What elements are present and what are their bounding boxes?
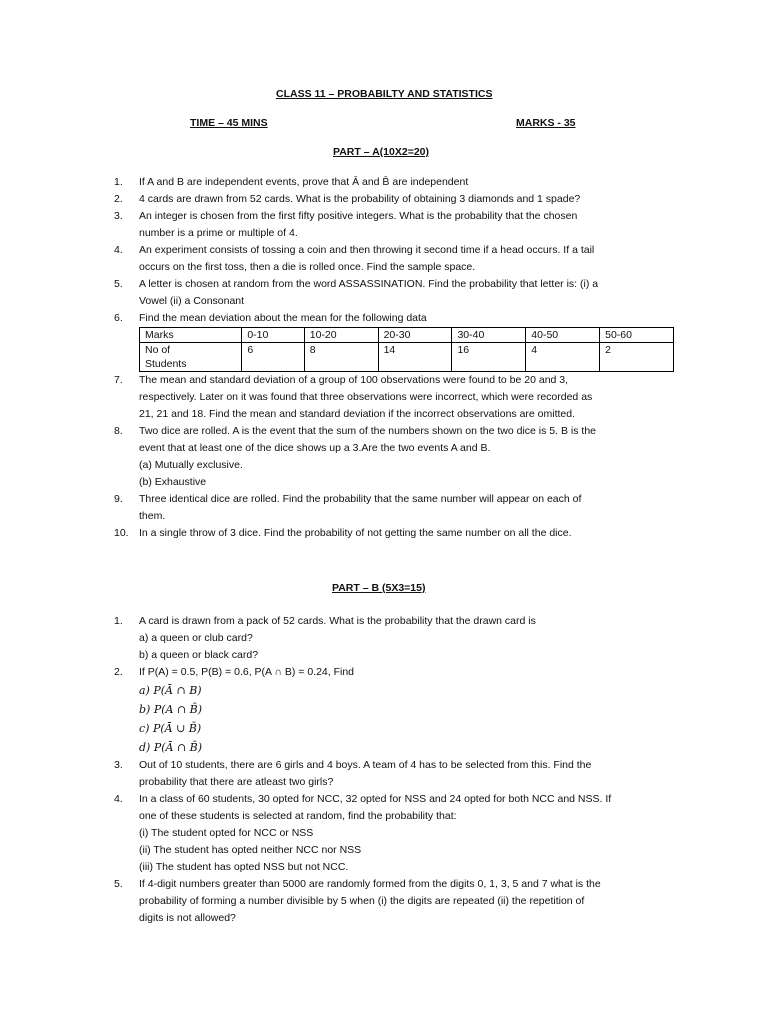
table-cell: 2 (600, 343, 674, 372)
question-number: 5. (114, 278, 123, 290)
question-number: 2. (114, 666, 123, 678)
part-b-questions (114, 613, 674, 927)
question-item (114, 372, 674, 423)
question-line: (i) The student opted for NCC or NSS (139, 827, 314, 839)
question-number: 8. (114, 425, 123, 437)
question-line: Vowel (ii) a Consonant (139, 295, 245, 307)
question-line: Out of 10 students, there are 6 girls and 4 boys. A team of 4 has to be selected from this. Find the (139, 759, 592, 771)
question-number: 4. (114, 244, 123, 256)
question-line: respectively. Later on it was found that three observations were incorrect, which were recorded as (139, 391, 593, 403)
question-line: In a class of 60 students, 30 opted for NCC, 32 opted for NSS and 24 opted for both NCC and NSS. If (139, 793, 612, 805)
question-line: d) P(Ā ∩ B̄) (139, 741, 203, 754)
question-item (114, 525, 674, 542)
question-number: 9. (114, 493, 123, 505)
question-line: If P(A) = 0.5, P(B) = 0.6, P(A ∩ B) = 0.24, Find (139, 666, 355, 678)
question-line: digits is not allowed? (139, 912, 236, 924)
question-line: b) a queen or black card? (139, 649, 259, 661)
question-number: 6. (114, 312, 123, 324)
question-line: (a) Mutually exclusive. (139, 459, 243, 471)
question-item (114, 423, 674, 491)
table-row (140, 343, 674, 372)
part-b-heading: PART – B (5X3=15) (332, 582, 426, 594)
question-line: 21, 21 and 18. Find the mean and standard deviation if the incorrect observations are omitted. (139, 408, 576, 420)
question-line: Three identical dice are rolled. Find the probability that the same number will appear on each of (139, 493, 582, 505)
question-number: 3. (114, 210, 123, 222)
question-item (114, 791, 674, 876)
table-cell: 10-20 (304, 328, 378, 343)
question-number: 1. (114, 615, 123, 627)
exam-title: CLASS 11 – PROBABILTY AND STATISTICS (276, 88, 493, 100)
question-item (114, 276, 674, 310)
question-line: Find the mean deviation about the mean for the following data (139, 312, 427, 324)
question-item (114, 208, 674, 242)
row-label-line: No of (145, 344, 171, 356)
question-item (114, 876, 674, 927)
question-item (114, 310, 674, 372)
marks-distribution-table (139, 327, 674, 372)
question-item (114, 174, 674, 191)
question-number: 10. (114, 527, 129, 539)
question-line: b) P(A ∩ B̄) (139, 703, 203, 716)
question-number: 2. (114, 193, 123, 205)
part-a-questions (114, 174, 674, 542)
question-line: c) P(Ā ∪ B̄) (139, 722, 202, 735)
question-line: (ii) The student has opted neither NCC nor NSS (139, 844, 362, 856)
question-item (114, 613, 674, 664)
question-line: A card is drawn from a pack of 52 cards. What is the probability that the drawn card is (139, 615, 536, 627)
question-number: 4. (114, 793, 123, 805)
table-cell: 6 (242, 343, 304, 372)
question-line: probability that there are atleast two girls? (139, 776, 334, 788)
question-line: a) P(Ā ∩ B) (139, 684, 202, 697)
question-line: number is a prime or multiple of 4. (139, 227, 298, 239)
table-cell: Marks (140, 328, 242, 343)
table-cell: 50-60 (600, 328, 674, 343)
time-label: TIME – 45 MINS (190, 117, 268, 129)
question-line: 4 cards are drawn from 52 cards. What is the probability of obtaining 3 diamonds and 1 spade? (139, 193, 581, 205)
question-line: probability of forming a number divisible by 5 when (i) the digits are repeated (ii) the repetition of (139, 895, 585, 907)
table-cell: 30-40 (452, 328, 526, 343)
table-cell: 20-30 (378, 328, 452, 343)
question-item (114, 191, 674, 208)
question-number: 3. (114, 759, 123, 771)
question-line: A letter is chosen at random from the word ASSASSINATION. Find the probability that letter is: (i) a (139, 278, 599, 290)
question-line: Two dice are rolled. A is the event that the sum of the numbers shown on the two dice is 5. B is the (139, 425, 597, 437)
table-cell: 16 (452, 343, 526, 372)
question-number: 5. (114, 878, 123, 890)
marks-label: MARKS - 35 (516, 117, 576, 129)
table-cell: 0-10 (242, 328, 304, 343)
row-label-line: Students (145, 358, 187, 370)
question-line: event that at least one of the dice shows up a 3.Are the two events A and B. (139, 442, 491, 454)
table-header-row (140, 328, 674, 343)
question-line: (b) Exhaustive (139, 476, 207, 488)
question-line: them. (139, 510, 166, 522)
table-cell: 4 (526, 343, 600, 372)
table-cell: 40-50 (526, 328, 600, 343)
question-line: a) a queen or club card? (139, 632, 253, 644)
question-line: An experiment consists of tossing a coin and then throwing it second time if a head occurs. If a tail (139, 244, 595, 256)
question-item (114, 242, 674, 276)
question-line: In a single throw of 3 dice. Find the probability of not getting the same number on all the dice. (139, 527, 572, 539)
table-row-label (140, 343, 242, 372)
question-line: (iii) The student has opted NSS but not NCC. (139, 861, 349, 873)
question-item (114, 664, 674, 757)
table-cell: 8 (304, 343, 378, 372)
question-item (114, 491, 674, 525)
question-line: The mean and standard deviation of a group of 100 observations were found to be 20 and 3, (139, 374, 569, 386)
table-cell: 14 (378, 343, 452, 372)
question-number: 7. (114, 374, 123, 386)
question-line: occurs on the first toss, then a die is rolled once. Find the sample space. (139, 261, 476, 273)
question-line: If 4-digit numbers greater than 5000 are randomly formed from the digits 0, 1, 3, 5 and 7 what is the (139, 878, 601, 890)
question-line: one of these students is selected at random, find the probability that: (139, 810, 457, 822)
question-line: If A and B are independent events, prove that Ā and B̄ are independent (139, 176, 469, 188)
question-item (114, 757, 674, 791)
question-line: An integer is chosen from the first fifty positive integers. What is the probability that the chosen (139, 210, 578, 222)
part-a-heading: PART – A(10X2=20) (333, 146, 429, 158)
question-number: 1. (114, 176, 123, 188)
